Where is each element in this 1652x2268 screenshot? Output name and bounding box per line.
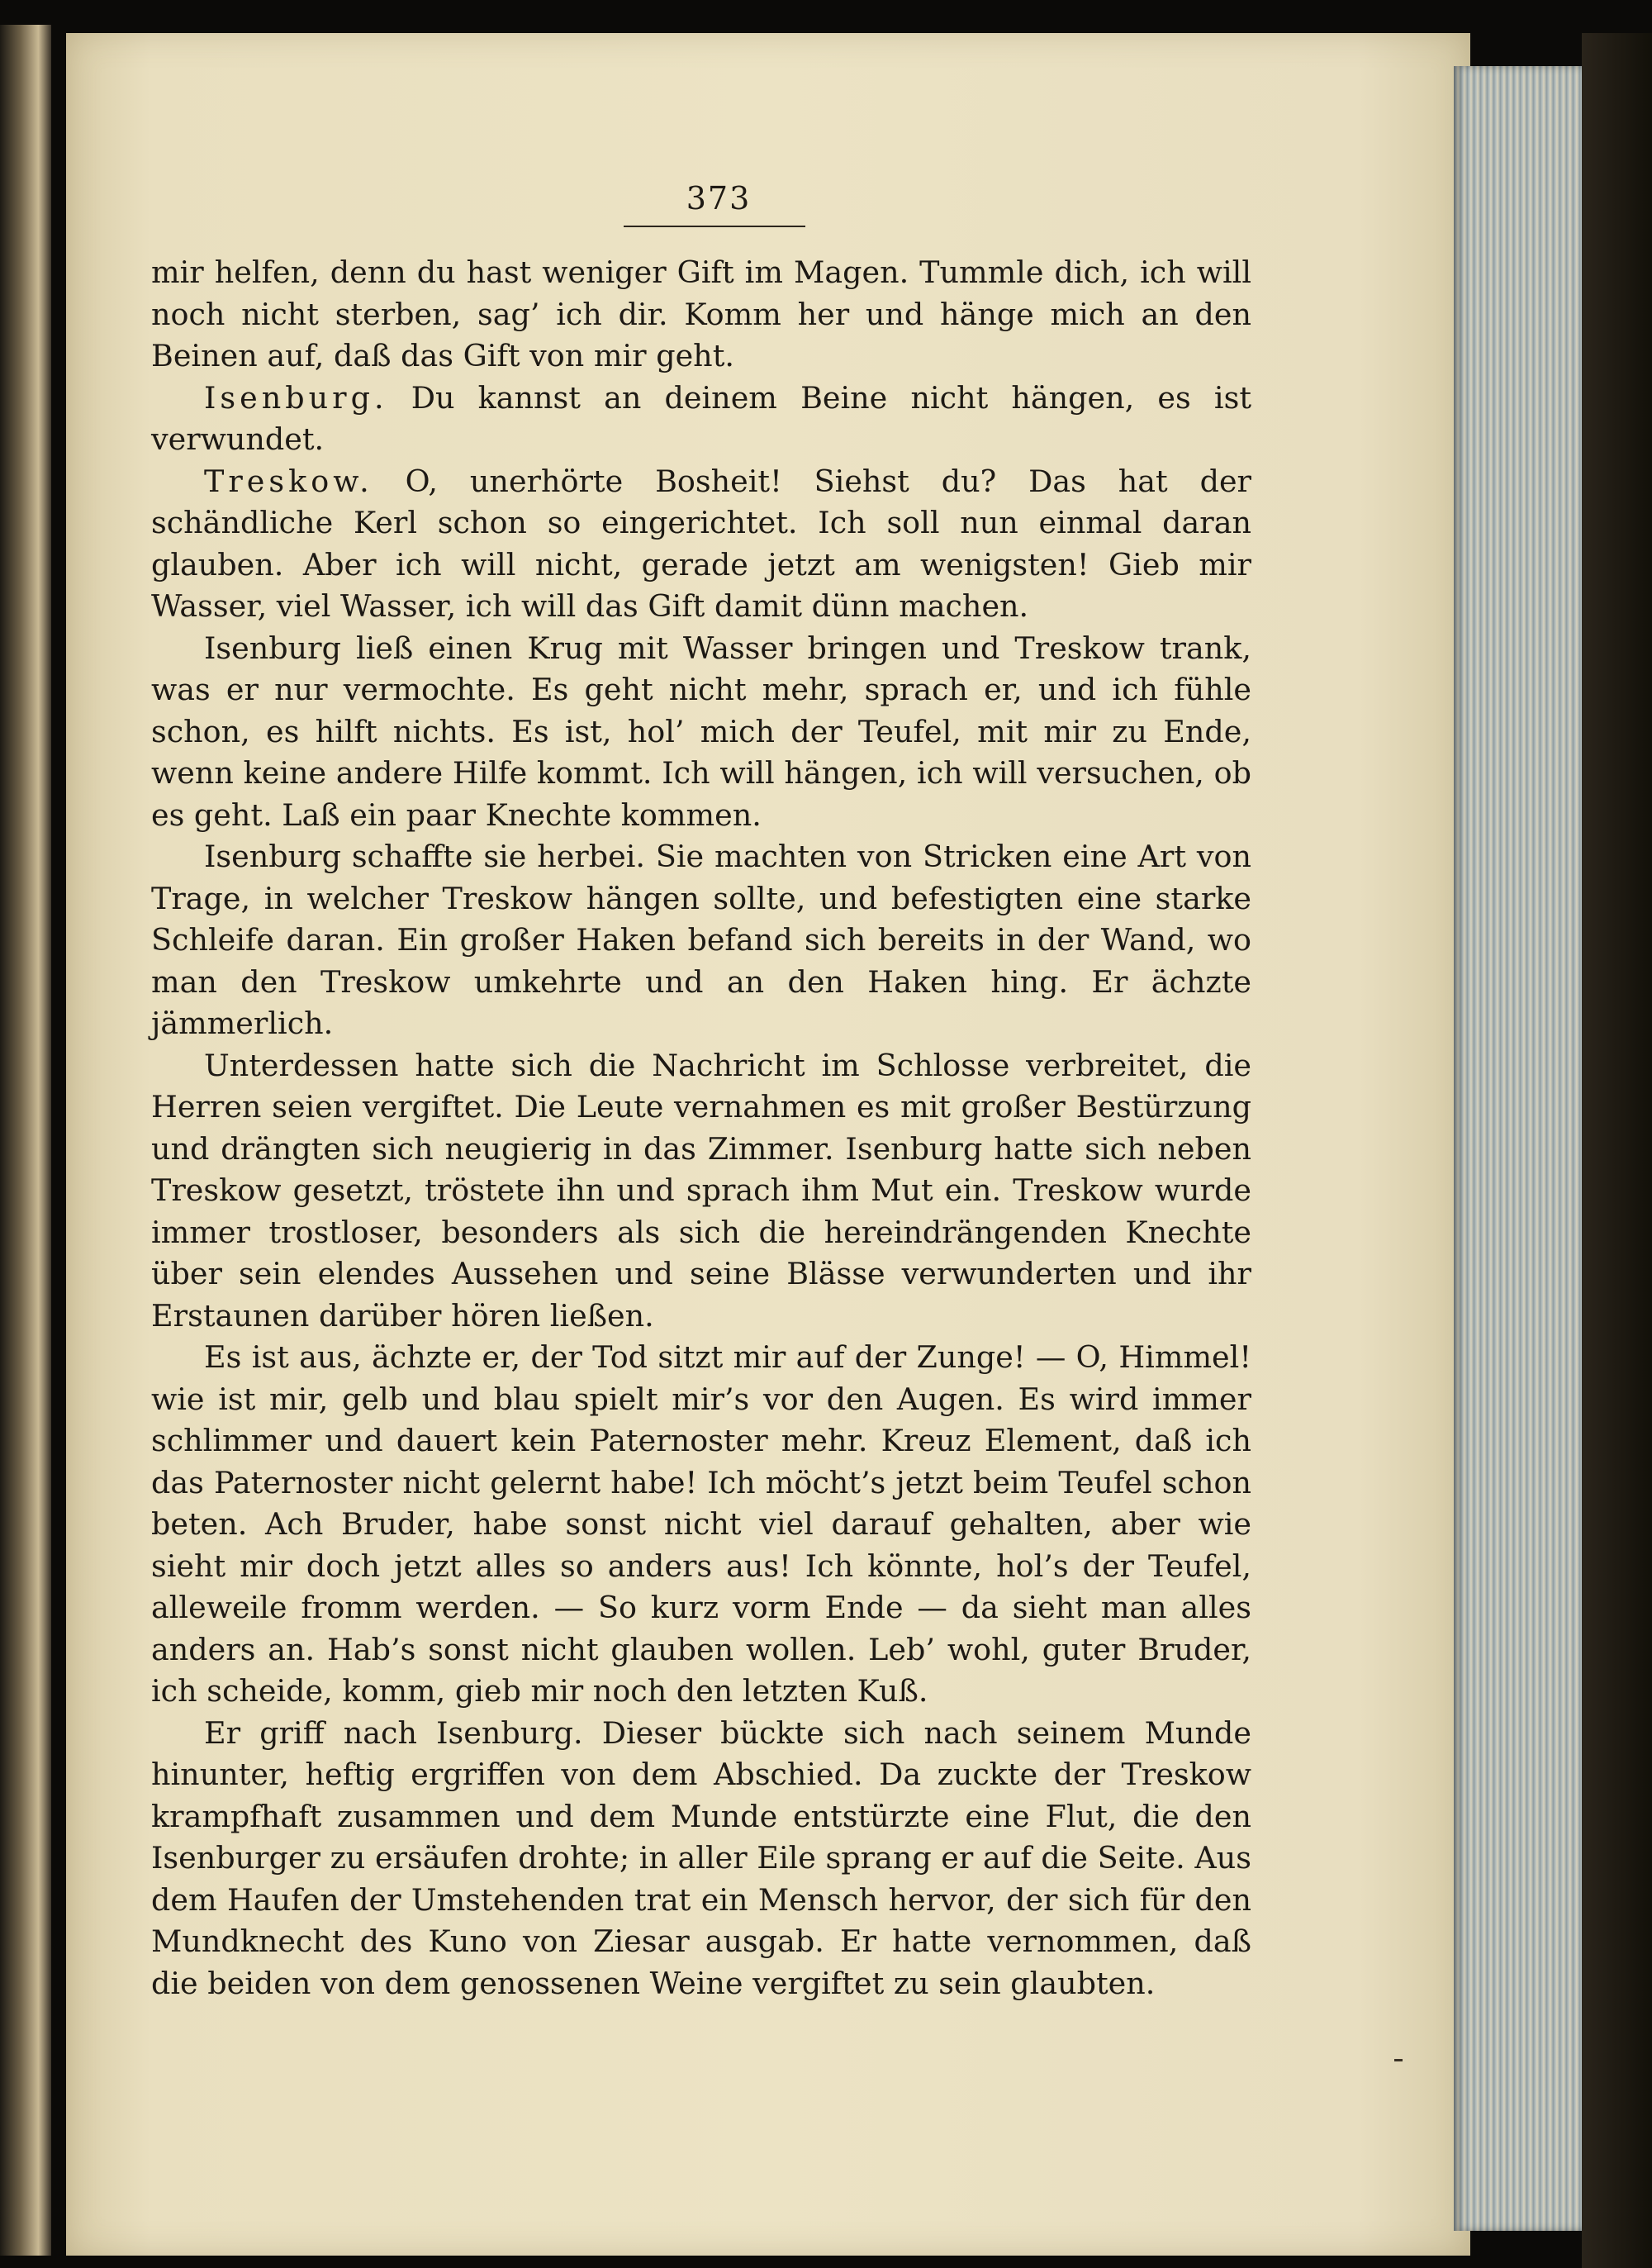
body-text xyxy=(151,252,1251,2004)
paragraph: Isenburg schaffte sie herbei. Sie machten von Stricken eine Art von Trage, in welcher Treskow hängen sollte, und befestigten eine starke Schleife daran. Ein großer Haken befand sich bereits in der Wand, wo man den Treskow umkehrte und an den Haken hing. Er ächzte jämmerlich. xyxy=(151,839,1251,1041)
paragraph: Isenburg. Du kannst an deinem Beine nicht hängen, es ist verwundet. xyxy=(151,379,1251,457)
speaker-name: Isenburg. xyxy=(204,379,388,416)
paragraph: Er griff nach Isenburg. Dieser bückte sich nach seinem Munde hinunter, heftig ergriffen von dem Abschied. Da zuckte der Treskow krampfhaft zusammen und dem Munde entstürzte eine Flut, die den Isenburger zu ersäufen drohte; in aller Eile sprang er auf die Seite. Aus dem Haufen der Umstehenden trat ein Mensch hervor, der sich für den Mundknecht des Kuno von Ziesar ausgab. Er hatte vernommen, daß die beiden von dem genossenen Weine vergiftet zu sein glaubten. xyxy=(151,1714,1251,2001)
header-rule xyxy=(624,226,805,227)
paragraph: mir helfen, denn du hast weniger Gift im Magen. Tummle dich, ich will noch nicht sterben, sag’ ich dir. Komm her und hänge mich an den Beinen auf, daß das Gift von mir geht. xyxy=(151,254,1251,373)
previous-page-edge xyxy=(0,25,51,2256)
book-cover-edge xyxy=(1582,33,1652,2268)
page-stack-edge xyxy=(1454,66,1586,2231)
paragraph: Treskow. O, unerhörte Bosheit! Siehst du? Das hat der schändliche Kerl schon so eingerichtet. Ich soll nun einmal daran glauben. Aber ich will nicht, gerade jetzt am wenigsten! Gieb mir Wasser, viel Wasser, ich will das Gift damit dünn machen. xyxy=(151,463,1251,624)
paragraph: Isenburg ließ einen Krug mit Wasser bringen und Treskow trank, was er nur vermochte. Es geht nicht mehr, sprach er, und ich fühle schon, es hilft nichts. Es ist, hol’ mich der Teufel, mit mir zu Ende, wenn keine andere Hilfe kommt. Ich will hängen, ich will versuchen, ob es geht. Laß ein paar Knechte kommen. xyxy=(151,630,1251,833)
speaker-name: Treskow. xyxy=(204,463,373,499)
ink-mark xyxy=(1394,2059,1403,2061)
paragraph: Unterdessen hatte sich die Nachricht im Schlosse verbreitet, die Herren seien vergiftet. Die Leute vernahmen es mit großer Bestürzung und drängten sich neugierig in das Zimmer. Isenburg hatte sich neben Treskow gesetzt, tröstete ihn und sprach ihm Mut ein. Treskow wurde immer trostloser, besonders als sich die hereindrängenden Knechte über sein elendes Aussehen und seine Blässe verwunderten und ihr Erstaunen darüber hören ließen. xyxy=(151,1047,1251,1334)
paragraph: Es ist aus, ächzte er, der Tod sitzt mir auf der Zunge! — O, Himmel! wie ist mir, gelb und blau spielt mir’s vor den Augen. Es wird immer schlimmer und dauert kein Paternoster mehr. Kreuz Element, daß ich das Paternoster nicht gelernt habe! Ich möcht’s jetzt beim Teufel schon beten. Ach Bruder, habe sonst nicht viel darauf gehalten, aber wie sieht mir doch jetzt alles so anders aus! Ich könnte, hol’s der Teufel, alleweile fromm werden. — So kurz vorm Ende — da sieht man alles anders an. Hab’s sonst nicht glauben wollen. Leb’ wohl, guter Bruder, ich scheide, komm, gieb mir noch den letzten Kuß. xyxy=(151,1339,1251,1709)
page-number: 373 xyxy=(686,180,752,216)
